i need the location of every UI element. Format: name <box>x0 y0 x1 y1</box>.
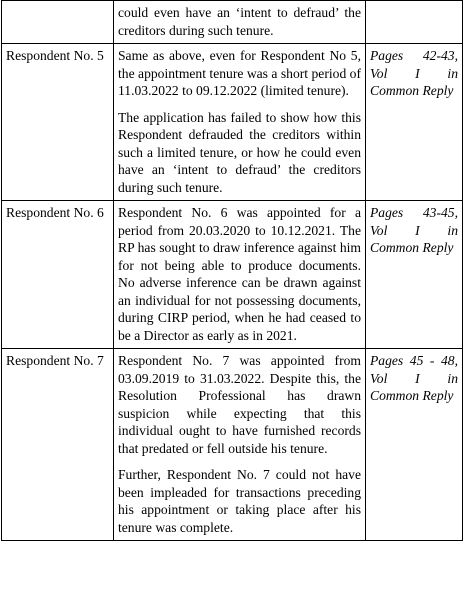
table-row <box>2 349 463 541</box>
submission-cell <box>114 201 366 349</box>
submission-paragraph: The application has failed to show how this Respondent defrauded the creditors within such a limited tenure, or how he could even have an ‘intent to defraud’ the creditors during such tenure. <box>118 109 361 195</box>
respondent-cell: Respondent No. 5 <box>2 44 114 201</box>
respondent-cell: Respondent No. 7 <box>2 349 114 541</box>
reference-cell: Pages 43-45, Vol I in Common Reply <box>366 201 463 349</box>
respondent-cell: Respondent No. 6 <box>2 201 114 349</box>
reference-cell: Pages 42-43, Vol I in Common Reply <box>366 44 463 201</box>
reference-cell: Pages 45 - 48, Vol I in Common Reply <box>366 349 463 541</box>
table-row <box>2 201 463 349</box>
table-row <box>2 44 463 201</box>
respondent-cell <box>2 1 114 44</box>
submission-paragraph: could even have an ‘intent to defraud’ the creditors during such tenure. <box>118 5 361 38</box>
respondent-table <box>1 0 463 541</box>
table-row <box>2 1 463 44</box>
submission-paragraph: Further, Respondent No. 7 could not have been impleaded for transactions preceding his appointment or taking place after his tenure was complete. <box>118 467 361 535</box>
reference-cell <box>366 1 463 44</box>
submission-cell <box>114 1 366 44</box>
submission-cell <box>114 349 366 541</box>
submission-paragraph: Same as above, even for Respondent No 5, the appointment tenure was a short period of 11.03.2022 to 09.12.2022 (limited tenure). <box>118 48 361 98</box>
submission-cell <box>114 44 366 201</box>
submission-paragraph: Respondent No. 7 was appointed from 03.09.2019 to 31.03.2022. Despite this, the Resolution Professional has drawn suspicion while expecting that this individual ought to have furnished records that predated or fell outside his tenure. <box>118 353 361 456</box>
submission-paragraph: Respondent No. 6 was appointed for a period from 20.03.2020 to 10.12.2021. The RP has sought to draw inference against him for not being able to produce documents. No adverse inference can be drawn against an individual for not possessing documents, during CIRP period, when he had ceased to be a Director as early as in 2021. <box>118 205 361 343</box>
